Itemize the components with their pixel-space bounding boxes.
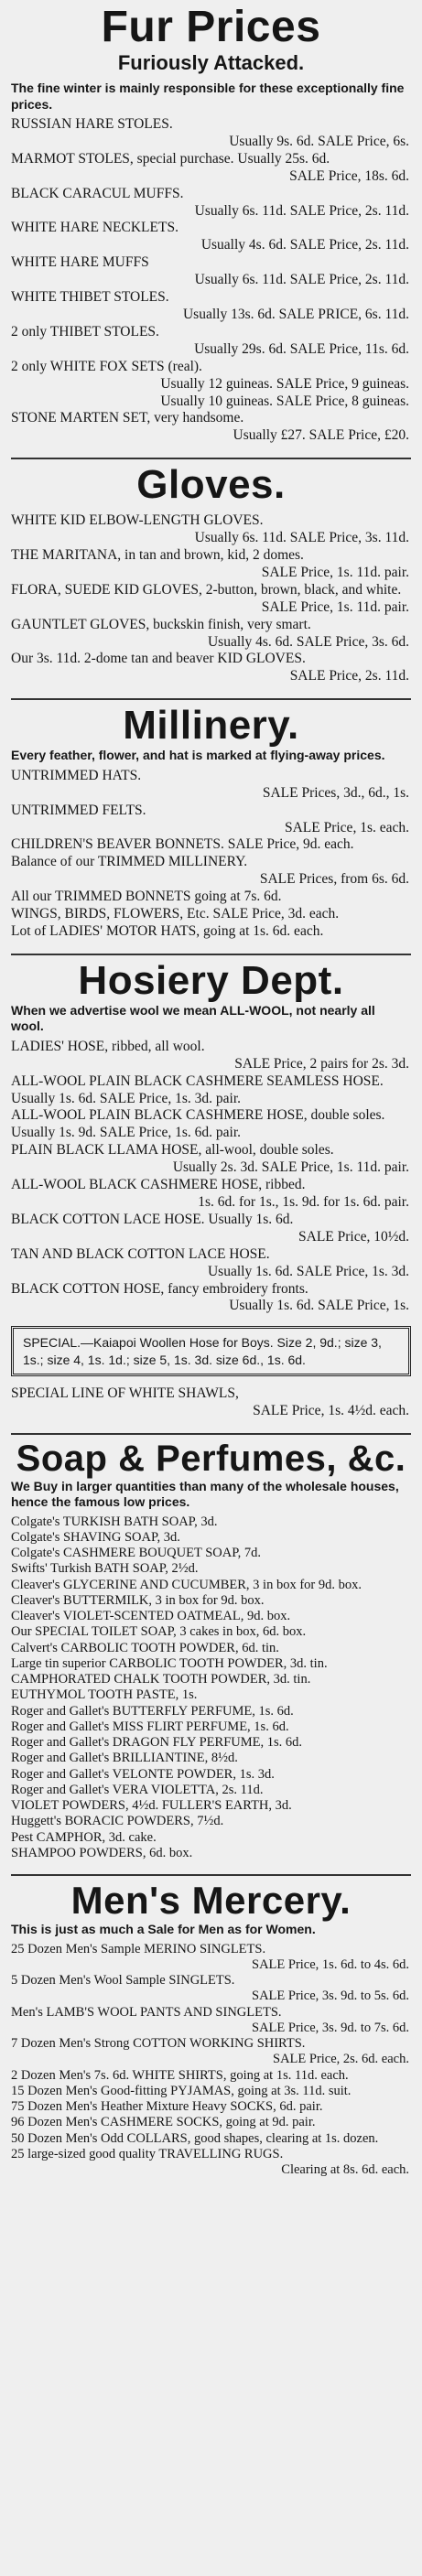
item-text: FLORA, SUEDE KID GLOVES, 2-button, brown, black, and white. (11, 581, 402, 598)
item-price: SALE Price, 18s. 6d. (289, 167, 409, 184)
list-item (11, 410, 411, 445)
item-price: SALE Price, 2 pairs for 2s. 3d. (234, 1055, 409, 1072)
list-item (11, 1561, 411, 1577)
item-list (11, 1514, 411, 1862)
section-millinery (11, 703, 411, 941)
item-text: 50 Dozen Men's Odd COLLARS, good shapes, clearing at 1s. dozen. (11, 2130, 379, 2146)
item-text: Pest CAMPHOR, 3d. cake. (11, 1829, 157, 1845)
item-text: UNTRIMMED HATS. (11, 767, 142, 783)
item-text: Swifts' Turkish BATH SOAP, 2½d. (11, 1561, 199, 1577)
list-item (11, 151, 411, 186)
item-text: STONE MARTEN SET, very handsome. (11, 410, 244, 426)
item-price: Clearing at 8s. 6d. each. (281, 2162, 409, 2178)
item-price: SALE Price, 2s. 6d. each. (273, 2052, 409, 2067)
section-divider (11, 1874, 411, 1876)
item-text: Colgate's CASHMERE BOUQUET SOAP, 7d. (11, 1546, 262, 1561)
item-text: CAMPHORATED CHALK TOOTH POWDER, 3d. tin. (11, 1672, 311, 1687)
item-list (11, 768, 411, 941)
list-item (11, 1641, 411, 1656)
item-text: Colgate's TURKISH BATH SOAP, 3d. (11, 1514, 218, 1529)
item-text: 7 Dozen Men's Strong COTTON WORKING SHIRTS. (11, 2036, 306, 2052)
section-heading: Soap & Perfumes, &c. (16, 1438, 406, 1479)
list-item (11, 1814, 411, 1829)
item-text: 15 Dozen Men's Good-fitting PYJAMAS, going at 3s. 11d. suit. (11, 2083, 352, 2098)
list-item (11, 512, 411, 547)
list-item (11, 324, 411, 359)
section-intro: This is just as much a Sale for Men as for Women. (11, 1922, 316, 1937)
list-item (11, 2068, 411, 2084)
item-price: SALE Price, 1s. 11d. pair. (261, 564, 409, 580)
list-item (11, 1385, 411, 1420)
list-item (11, 2115, 411, 2130)
item-text: Cleaver's BUTTERMILK, 3 in box for 9d. box. (11, 1592, 265, 1608)
item-list (11, 116, 411, 445)
list-item (11, 2084, 411, 2099)
list-item (11, 1704, 411, 1719)
item-price: Usually 6s. 11d. SALE Price, 3s. 11d. (194, 530, 409, 546)
section-heading: Men's Mercery. (70, 1879, 352, 1923)
list-item (11, 2005, 411, 2037)
list-item (11, 186, 411, 221)
item-price: SALE Price, 10½d. (298, 1228, 409, 1245)
item-price: SALE Price, 3s. 9d. to 7s. 6d. (252, 2020, 409, 2035)
list-item (11, 768, 411, 803)
list-item (11, 1530, 411, 1546)
item-text: Roger and Gallet's VELONTE POWDER, 1s. 3d. (11, 1766, 275, 1782)
item-price: Usually 12 guineas. SALE Price, 9 guineas. (160, 375, 409, 392)
item-text: BLACK COTTON LACE HOSE. Usually 1s. 6d. (11, 1211, 294, 1227)
list-item (11, 1281, 411, 1316)
list-item (11, 1830, 411, 1846)
item-text: ALL-WOOL PLAIN BLACK CASHMERE HOSE, double soles. Usually 1s. 9d. SALE Price, 1s. 6d. pair. (11, 1107, 385, 1141)
section-soap-perfumes (11, 1440, 411, 1862)
list-item (11, 1656, 411, 1672)
item-price: SALE Price, 1s. 11d. pair. (261, 598, 409, 615)
list-item (11, 1212, 411, 1246)
item-price: SALE Price, 2s. 11d. (289, 668, 409, 684)
item-text: PLAIN BLACK LLAMA HOSE, all-wool, double soles. (11, 1142, 334, 1159)
list-item (11, 2131, 411, 2147)
item-text: EUTHYMOL TOOTH PASTE, 1s. (11, 1687, 198, 1703)
item-list-after (11, 1385, 411, 1420)
item-text: Our SPECIAL TOILET SOAP, 3 cakes in box, 6d. box. (11, 1624, 307, 1640)
item-text: GAUNTLET GLOVES, buckskin finish, very smart. (11, 616, 311, 632)
item-text: Large tin superior CARBOLIC TOOTH POWDER, 3d. tin. (11, 1655, 328, 1671)
item-text: WHITE HARE NECKLETS. (11, 220, 179, 236)
item-text: Men's LAMB'S WOOL PANTS AND SINGLETS. (11, 2004, 282, 2020)
list-item (11, 2147, 411, 2179)
item-text: Balance of our TRIMMED MILLINERY. (11, 854, 248, 870)
item-price: Usually 13s. 6d. SALE PRICE, 6s. 11d. (182, 306, 409, 322)
item-text: SHAMPOO POWDERS, 6d. box. (11, 1845, 193, 1860)
list-item (11, 1546, 411, 1561)
item-text: Cleaver's GLYCERINE AND CUCUMBER, 3 in box for 9d. box. (11, 1577, 362, 1592)
list-item (11, 2099, 411, 2115)
section-mens-mercery (11, 1881, 411, 2178)
item-text: ALL-WOOL BLACK CASHMERE HOSE, ribbed. (11, 1177, 306, 1193)
section-heading: Millinery. (123, 703, 299, 749)
item-price: Usually 4s. 6d. SALE Price, 3s. 6d. (207, 633, 409, 650)
list-item (11, 254, 411, 289)
list-item (11, 1177, 411, 1212)
section-heading: Fur Prices (101, 3, 321, 51)
list-item (11, 1942, 411, 1974)
list-item (11, 1735, 411, 1751)
list-item (11, 1767, 411, 1783)
item-list (11, 1039, 411, 1316)
list-item (11, 1973, 411, 2005)
item-text: THE MARITANA, in tan and brown, kid, 2 domes. (11, 547, 304, 564)
list-item (11, 803, 411, 837)
item-price: Usually 2s. 3d. SALE Price, 1s. 11d. pair. (172, 1159, 409, 1176)
item-text: Roger and Gallet's DRAGON FLY PERFUME, 1s. 6d. (11, 1735, 303, 1751)
list-item (11, 1751, 411, 1766)
list-item (11, 1246, 411, 1281)
item-price: Usually 1s. 6d. SALE Price, 1s. (229, 1298, 409, 1314)
item-price: Usually 6s. 11d. SALE Price, 2s. 11d. (194, 272, 409, 288)
item-text: LADIES' HOSE, ribbed, all wool. (11, 1038, 205, 1054)
item-price: SALE Price, 1s. each. (284, 819, 409, 835)
special-offer-box: SPECIAL.—Kaiapoi Woollen Hose for Boys. Size 2, 9d.; size 3, 1s.; size 4, 1s. 1d.; size 5, 1s. 3d. size 6d., 1s. 6d. (11, 1326, 411, 1375)
list-item (11, 1107, 411, 1142)
item-text: WHITE THIBET STOLES. (11, 289, 169, 306)
section-intro: Every feather, flower, and hat is marked at flying-away prices. (11, 748, 385, 763)
list-item (11, 289, 411, 324)
section-gloves (11, 462, 411, 685)
item-text: MARMOT STOLES, special purchase. Usually 25s. 6d. (11, 150, 330, 167)
section-heading: Gloves. (136, 462, 286, 508)
item-price: Usually 4s. 6d. SALE Price, 2s. 11d. (200, 237, 409, 253)
list-item (11, 617, 411, 652)
item-text: ALL-WOOL PLAIN BLACK CASHMERE SEAMLESS HOSE. Usually 1s. 6d. SALE Price, 1s. 3d. pair. (11, 1072, 384, 1106)
item-text: WINGS, BIRDS, FLOWERS, Etc. SALE Price, 3d. each. (11, 906, 340, 922)
item-text: Huggett's BORACIC POWDERS, 7½d. (11, 1814, 224, 1829)
item-text: 75 Dozen Men's Heather Mixture Heavy SOCKS, 6d. pair. (11, 2099, 323, 2115)
item-text: RUSSIAN HARE STOLES. (11, 116, 173, 132)
section-divider (11, 1433, 411, 1435)
section-hosiery (11, 957, 411, 1420)
item-text: Cleaver's VIOLET-SCENTED OATMEAL, 9d. box. (11, 1609, 291, 1624)
item-list (11, 1942, 411, 2179)
list-item (11, 1578, 411, 1593)
item-text: Lot of LADIES' MOTOR HATS, going at 1s. 6d. each. (11, 922, 324, 939)
item-price: Usually 9s. 6d. SALE Price, 6s. (229, 133, 409, 149)
list-item (11, 1593, 411, 1609)
item-price: SALE Price, 3s. 9d. to 5s. 6d. (252, 1989, 409, 2004)
section-divider (11, 954, 411, 955)
item-price: Usually 6s. 11d. SALE Price, 2s. 11d. (194, 202, 409, 219)
item-text: 25 Dozen Men's Sample MERINO SINGLETS. (11, 1941, 266, 1956)
section-divider (11, 458, 411, 459)
list-item (11, 220, 411, 254)
list-item (11, 1039, 411, 1073)
item-price: 1s. 6d. for 1s., 1s. 9d. for 1s. 6d. pair. (198, 1194, 409, 1210)
list-item (11, 1687, 411, 1703)
list-item (11, 1142, 411, 1177)
item-price: Usually 29s. 6d. SALE Price, 11s. 6d. (194, 340, 409, 357)
list-item (11, 923, 411, 941)
list-item (11, 2036, 411, 2068)
item-text: CHILDREN'S BEAVER BONNETS. SALE Price, 9d. each. (11, 836, 354, 853)
list-item (11, 1798, 411, 1814)
section-subheading: Furiously Attacked. (117, 51, 305, 74)
list-item (11, 393, 411, 411)
item-text: Calvert's CARBOLIC TOOTH POWDER, 6d. tin. (11, 1640, 279, 1655)
item-text: WHITE HARE MUFFS (11, 254, 149, 271)
section-heading: Hosiery Dept. (78, 957, 344, 1003)
list-item (11, 1073, 411, 1108)
section-fur-prices (11, 5, 411, 445)
item-text: WHITE KID ELBOW-LENGTH GLOVES. (11, 512, 264, 529)
item-text: Roger and Gallet's BUTTERFLY PERFUME, 1s. 6d. (11, 1703, 294, 1719)
item-text: UNTRIMMED FELTS. (11, 802, 146, 818)
list-item (11, 359, 411, 393)
item-list (11, 512, 411, 685)
list-item (11, 836, 411, 854)
list-item (11, 1609, 411, 1624)
list-item (11, 651, 411, 685)
item-text: SPECIAL LINE OF WHITE SHAWLS, (11, 1385, 239, 1401)
item-price: SALE Prices, 3d., 6d., 1s. (262, 784, 409, 801)
list-item (11, 1514, 411, 1530)
item-text: 2 Dozen Men's 7s. 6d. WHITE SHIRTS, going at 1s. 11d. each. (11, 2067, 349, 2083)
item-price: Usually 10 guineas. SALE Price, 8 guineas. (160, 393, 409, 409)
list-item (11, 1624, 411, 1640)
item-text: Roger and Gallet's VERA VIOLETTA, 2s. 11d. (11, 1782, 264, 1797)
list-item (11, 1846, 411, 1861)
item-text: 96 Dozen Men's CASHMERE SOCKS, going at 9d. pair. (11, 2115, 316, 2130)
item-text: Roger and Gallet's BRILLIANTINE, 8½d. (11, 1751, 238, 1766)
section-intro: We Buy in larger quantities than many of the wholesale houses, hence the famous low prices. (11, 1478, 399, 1510)
list-item (11, 906, 411, 923)
item-text: BLACK COTTON HOSE, fancy embroidery fronts. (11, 1280, 308, 1297)
item-price: Usually 1s. 6d. SALE Price, 1s. 3d. (207, 1263, 409, 1279)
item-price: SALE Prices, from 6s. 6d. (259, 871, 409, 888)
list-item (11, 1719, 411, 1735)
item-price: SALE Price, 1s. 6d. to 4s. 6d. (252, 1956, 409, 1972)
item-text: Roger and Gallet's MISS FLIRT PERFUME, 1s. 6d. (11, 1719, 289, 1734)
item-text: 5 Dozen Men's Wool Sample SINGLETS. (11, 1973, 235, 1989)
section-intro: The fine winter is mainly responsible for these exceptionally fine prices. (11, 81, 405, 112)
section-divider (11, 698, 411, 700)
list-item (11, 582, 411, 617)
list-item (11, 889, 411, 906)
list-item (11, 547, 411, 582)
list-item (11, 1672, 411, 1687)
item-text: 25 large-sized good quality TRAVELLING RUGS. (11, 2146, 284, 2161)
list-item (11, 1783, 411, 1798)
item-price: SALE Price, 1s. 4½d. each. (253, 1402, 409, 1418)
item-text: TAN AND BLACK COTTON LACE HOSE. (11, 1245, 270, 1262)
item-text: BLACK CARACUL MUFFS. (11, 185, 184, 201)
item-text: Colgate's SHAVING SOAP, 3d. (11, 1529, 180, 1545)
item-text: 2 only THIBET STOLES. (11, 323, 159, 340)
item-text: Our 3s. 11d. 2-dome tan and beaver KID GLOVES. (11, 651, 306, 667)
item-text: All our TRIMMED BONNETS going at 7s. 6d. (11, 889, 282, 905)
item-price: Usually £27. SALE Price, £20. (233, 427, 409, 444)
section-intro: When we advertise wool we mean ALL-WOOL, not nearly all wool. (11, 1002, 375, 1034)
item-text: VIOLET POWDERS, 4½d. FULLER'S EARTH, 3d. (11, 1798, 292, 1814)
item-text: 2 only WHITE FOX SETS (real). (11, 358, 202, 374)
list-item (11, 116, 411, 151)
list-item (11, 854, 411, 889)
